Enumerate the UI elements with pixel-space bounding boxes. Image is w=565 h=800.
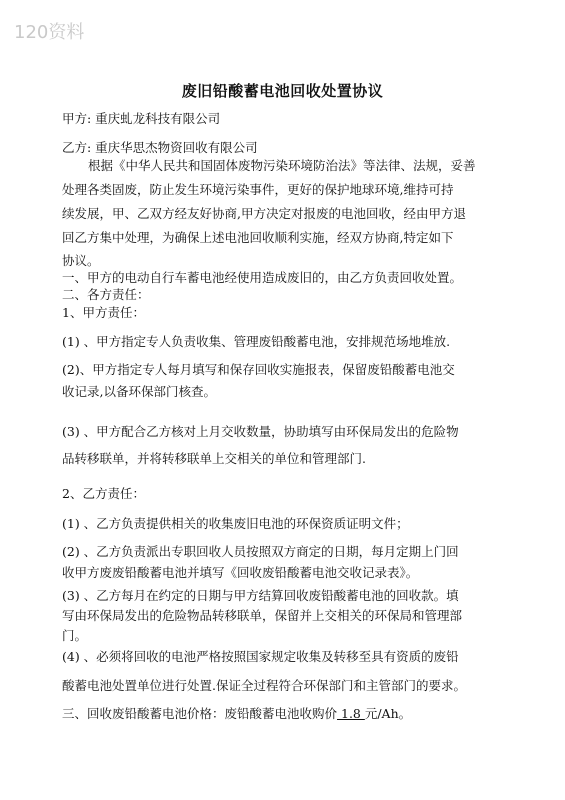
party-a-duty: 品转移联单，并将转移联单上交相关的单位和管理部门. <box>62 451 366 466</box>
intro-line: 回乙方集中处理，为确保上述电池回收顺利实施，经双方协商,特定如下 <box>62 230 454 245</box>
party-a-duty: (3) 、甲方配合乙方核对上月交收数量，协助填写由环保局发出的危险物 <box>62 424 459 439</box>
section-3 <box>62 706 411 721</box>
party-a: 甲方: 重庆虬龙科技有限公司 <box>62 111 221 126</box>
party-a-duty: (1) 、甲方指定专人负责收集、管理废铅酸蓄电池，安排规范场地堆放. <box>62 334 451 349</box>
party-b: 乙方: 重庆华思杰物资回收有限公司 <box>62 140 258 155</box>
party-b-duty: 酸蓄电池处置单位进行处置.保证全过程符合环保部门和主管部门的要求。 <box>62 678 466 693</box>
party-b-duty: 写由环保局发出的危险物品转移联单，保留并上交相关的环保局和管理部 <box>62 608 463 623</box>
party-b-duty: (3) 、乙方每月在约定的日期与甲方结算回收废铅酸蓄电池的回收款。填 <box>62 588 459 603</box>
watermark-logo: 120资料 <box>14 22 85 43</box>
party-b-duty: (1) 、乙方负责提供相关的收集废旧电池的环保资质证明文件； <box>62 516 409 531</box>
party-a-duty: (2)、甲方指定专人每月填写和保存回收实施报表，保留废铅酸蓄电池交 <box>62 362 455 377</box>
party-b-duty: (2) 、乙方负责派出专职回收人员按照双方商定的日期，每月定期上门回 <box>62 544 459 559</box>
price-label: 三、回收废铅酸蓄电池价格：废铅酸蓄电池收购价 <box>62 706 338 721</box>
intro-line: 处理各类固废，防止发生环境污染事件，更好的保护地球环境,维持可持 <box>62 182 454 197</box>
section-1: 一、甲方的电动自行车蓄电池经使用造成废旧的，由乙方负责回收处置。 <box>62 270 463 285</box>
price-unit: 元/Ah。 <box>364 706 412 721</box>
party-b-duties-heading: 2、乙方责任： <box>62 486 145 501</box>
party-a-duties-heading: 1、甲方责任： <box>62 305 145 320</box>
party-b-duty: (4) 、必须将回收的电池严格按照国家规定收集及转移至具有资质的废铅 <box>62 649 459 664</box>
party-b-duty: 门。 <box>62 628 88 643</box>
document-title: 废旧铅酸蓄电池回收处置协议 <box>181 82 384 100</box>
price-value: 1.8 <box>337 706 365 721</box>
party-b-duty: 收甲方废废铅酸蓄电池并填写《回收废铅酸蓄电池交收记录表》。 <box>62 565 419 580</box>
intro-line: 协议。 <box>62 253 100 268</box>
section-2-heading: 二、各方责任： <box>62 287 150 302</box>
party-a-duty: 收记录,以备环保部门核查。 <box>62 384 216 399</box>
intro-line: 续发展，甲、乙双方经友好协商,甲方决定对报废的电池回收，经由甲方退 <box>62 206 466 221</box>
intro-line: 根据《中华人民共和国固体废物污染环境防治法》等法律、法规，妥善 <box>88 158 476 173</box>
